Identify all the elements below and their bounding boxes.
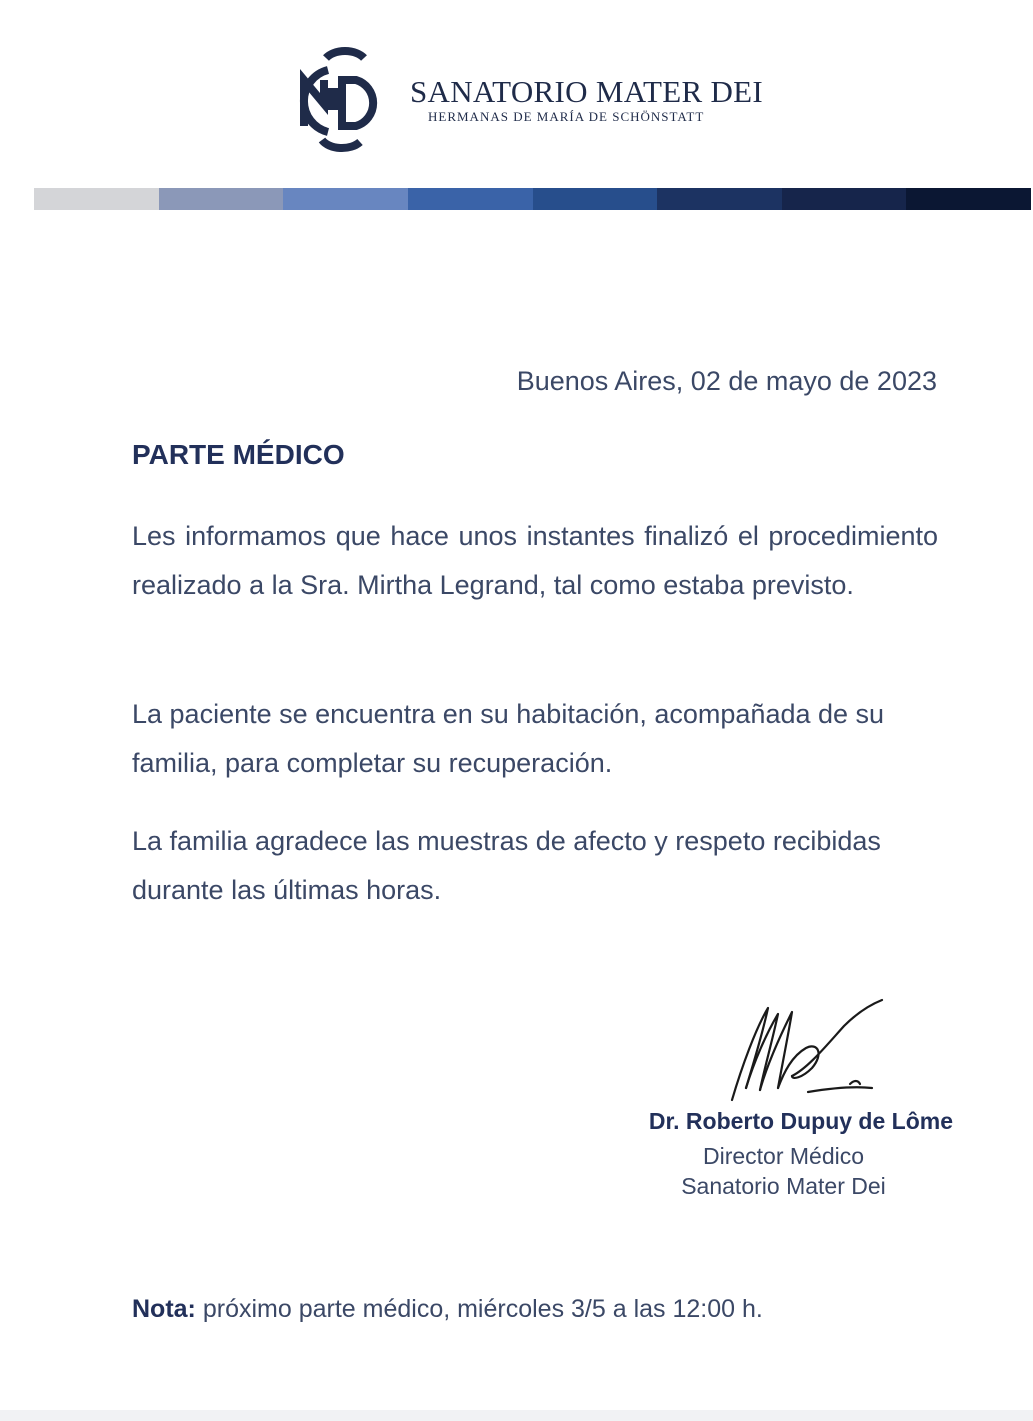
header-color-bar	[34, 188, 1031, 210]
handwritten-signature-icon	[722, 996, 892, 1104]
signer-name: Dr. Roberto Dupuy de Lôme	[648, 1108, 953, 1134]
color-bar-segment	[34, 188, 159, 210]
page-edge	[0, 1410, 1033, 1421]
color-bar-segment	[283, 188, 408, 210]
paragraph-2: La paciente se encuentra en su habitación, acompañada de su familia, para completar su recuperación.	[132, 699, 885, 778]
color-bar-segment	[782, 188, 907, 210]
letter-date: Buenos Aires, 02 de mayo de 2023	[516, 366, 937, 396]
page-title: PARTE MÉDICO	[132, 439, 345, 470]
color-bar-segment	[408, 188, 533, 210]
brand-name: SANATORIO MATER DEI	[410, 74, 764, 109]
note-label: Nota:	[132, 1295, 196, 1323]
msd-monogram-icon	[282, 44, 394, 154]
paragraph-3: La familia agradece las muestras de afecto y respeto recibidas durante las últimas horas.	[132, 826, 881, 905]
color-bar-segment	[159, 188, 284, 210]
color-bar-segment	[906, 188, 1031, 210]
paragraph-1: Les informamos que hace unos instantes finalizó el procedimiento realizado a la Sra. Mirtha Legrand, tal como estaba previsto.	[132, 521, 938, 600]
color-bar-segment	[657, 188, 782, 210]
signer-role: Director Médico	[702, 1143, 865, 1169]
note-text: próximo parte médico, miércoles 3/5 a las 12:00 h.	[195, 1295, 763, 1323]
signer-organization: Sanatorio Mater Dei	[681, 1173, 886, 1199]
footer-note	[132, 1295, 763, 1324]
brand-subtitle: HERMANAS DE MARÍA DE SCHÖNSTATT	[428, 109, 705, 124]
color-bar-segment	[533, 188, 658, 210]
